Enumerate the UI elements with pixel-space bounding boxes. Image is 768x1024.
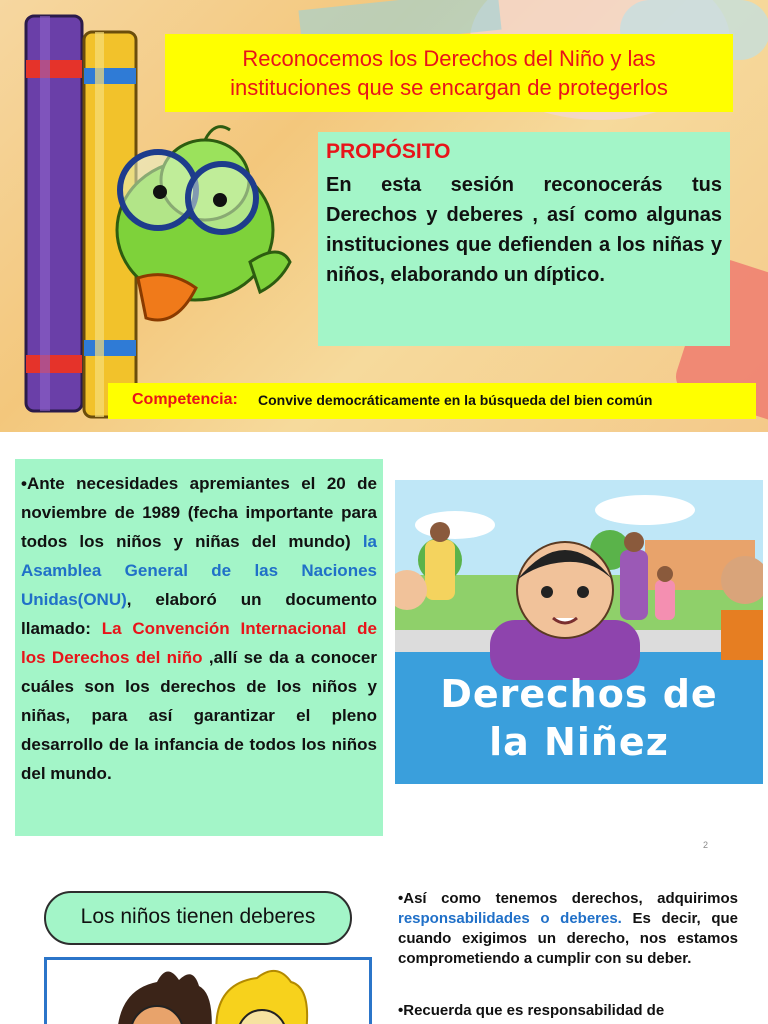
slide-cover xyxy=(0,0,768,432)
convention-text-part1: •Ante necesidades apremiantes el 20 de noviembre de 1989 (fecha importante para todos los niños y niñas del mundo) xyxy=(21,474,377,551)
duties-heading: Los niños tienen deberes xyxy=(80,905,316,928)
convention-text xyxy=(21,469,377,788)
competence-label: Competencia: xyxy=(132,391,238,408)
competence-banner xyxy=(108,383,756,419)
duties-highlight: responsabilidades o deberes. xyxy=(398,910,622,927)
image-title-line-1: Derechos de xyxy=(440,672,718,716)
convention-name-highlight: La Convención Internacional de los Derechos del niño xyxy=(21,619,377,667)
convention-text-part3: ,allí se da a conocer cuáles son los derechos de los niños y niñas, para así garantizar el pleno desarrollo de la infancia de todos los niños del mundo. xyxy=(21,648,377,783)
children-rights-illustration xyxy=(395,480,763,784)
duties-paragraph xyxy=(398,889,738,969)
purpose-text: En esta sesión reconocerás tus Derechos y deberes , así como algunas instituciones que defienden a los niñas y niños, elaborando un díptico. xyxy=(326,174,722,286)
competence-text: Convive democráticamente en la búsqueda del bien común xyxy=(258,392,653,408)
convention-text-part2: , elaboró un documento llamado: xyxy=(21,590,377,638)
onu-highlight: la Asamblea General de las Naciones Unidas(ONU) xyxy=(21,532,377,609)
title-line-1: Reconocemos los Derechos del Niño y las xyxy=(242,46,656,71)
duties-heading-pill xyxy=(44,891,352,945)
title-banner xyxy=(165,34,733,112)
purpose-box xyxy=(318,132,730,346)
purpose-heading: PROPÓSITO xyxy=(326,140,451,163)
duties-paragraph-part2: Es decir, que cuando exigimos un derecho, nos estamos comprometiendo a cumplir con su deber. xyxy=(398,910,738,967)
page-number: 2 xyxy=(703,840,709,850)
kids-drawing xyxy=(47,960,369,1024)
page-title xyxy=(165,44,733,102)
reminder-paragraph: •Recuerda que es responsabilidad de xyxy=(398,1002,665,1019)
slide-duties xyxy=(0,864,768,1024)
children-cartoon-illustration xyxy=(44,957,372,1024)
duties-paragraph-part1: •Así como tenemos derechos, adquirimos xyxy=(398,890,738,907)
convention-info-box xyxy=(15,459,383,836)
image-title-line-2: la Niñez xyxy=(489,720,669,764)
title-line-2: instituciones que se encargan de protegerlos xyxy=(230,75,668,100)
slide-convention xyxy=(0,432,768,864)
